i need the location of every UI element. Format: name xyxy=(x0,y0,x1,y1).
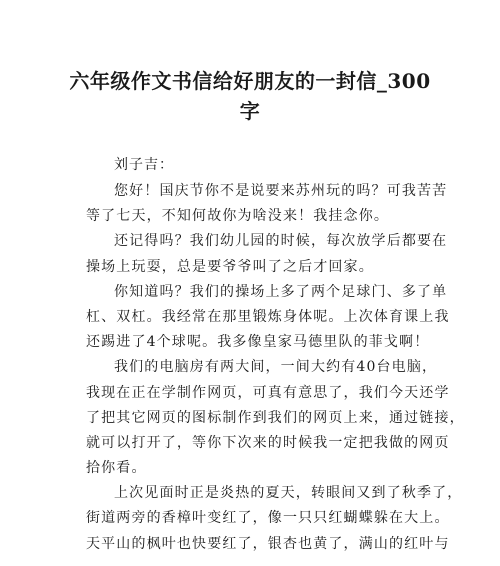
body-line: 你知道吗？我们的操场上多了两个足球门、多了单 xyxy=(114,283,448,300)
body-line: 还踢进了4个球呢。我多像皇家马德里队的菲戈啊！ xyxy=(86,334,430,351)
body-line: 等了七天，不知何故你为啥没来！我挂念你。 xyxy=(86,208,389,225)
title-line-2: 字 xyxy=(239,99,261,123)
salutation: 刘子吉： xyxy=(114,157,174,173)
title-line-1: 六年级作文书信给好朋友的一封信_300 xyxy=(69,69,431,93)
body-line: 我们的电脑房有两大间，一间大约有40台电脑， xyxy=(114,359,438,376)
letter-body xyxy=(86,179,465,557)
body-line: 就可以打开了，等你下次来的时候我一定把我做的网页 xyxy=(86,434,450,451)
body-line: 街道两旁的香樟叶变红了，像一只只红蝴蝶躲在大上。 xyxy=(86,510,450,527)
document-title xyxy=(60,66,440,126)
body-line: 上次见面时正是炎热的夏天，转眼间又到了秋季了， xyxy=(114,485,463,502)
body-line: 杠、双杠。我经常在那里锻炼身体呢。上次体育课上我 xyxy=(86,308,450,325)
body-line: 拾你看。 xyxy=(86,460,147,477)
body-line: 我现在正在学制作网页，可真有意思了，我们今天还学 xyxy=(86,384,450,401)
body-line: 您好！国庆节你不是说要来苏州玩的吗？可我苦苦 xyxy=(114,183,448,199)
body-line: 天平山的枫叶也快要红了，银杏也黄了，满山的红叶与 xyxy=(86,535,450,552)
body-line: 还记得吗？我们幼儿园的时候，每次放学后都要在 xyxy=(114,233,448,250)
body-line: 了把其它网页的图标制作到我们的网页上来，通过链接， xyxy=(86,409,465,426)
body-line: 操场上玩耍，总是要爷爷叫了之后才回家。 xyxy=(86,258,374,275)
